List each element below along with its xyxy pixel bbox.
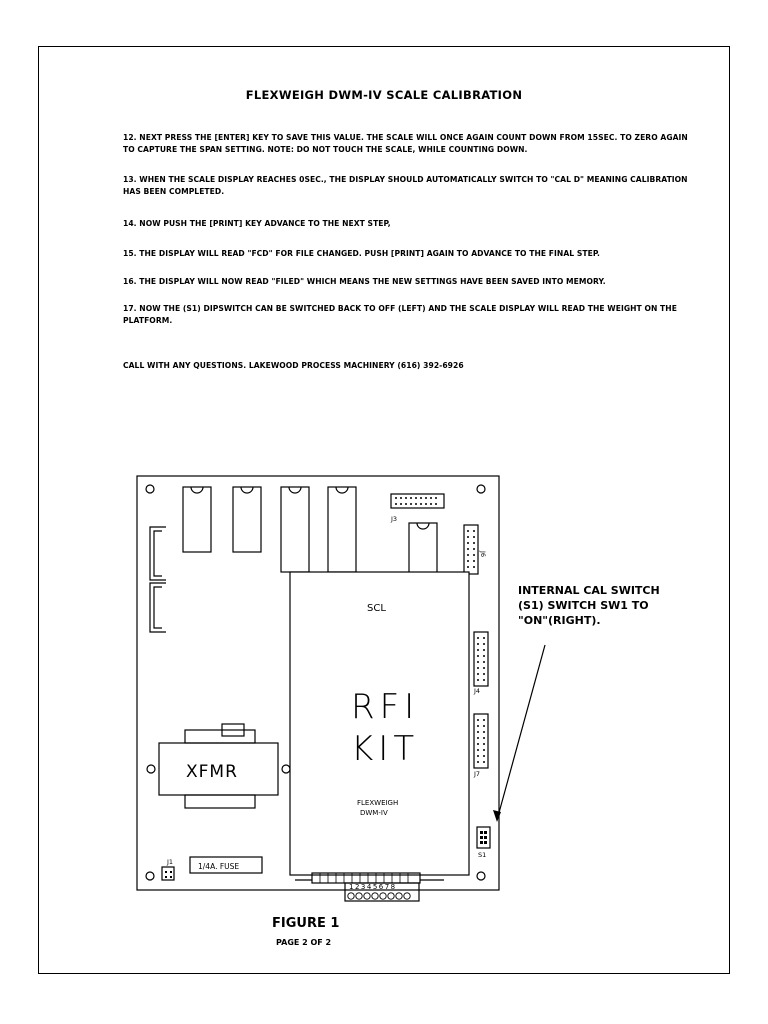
header-j4 (474, 632, 488, 686)
mount-hole (146, 872, 154, 880)
label-scl: SCL (367, 603, 386, 614)
page-number: PAGE 2 OF 2 (276, 938, 332, 947)
label-j1: J1 (167, 858, 174, 866)
label-xfmr: XFMR (186, 762, 238, 782)
label-j4: J4 (474, 687, 481, 695)
ic-chip (233, 487, 261, 552)
label-fuse: 1/4A. FUSE (198, 862, 240, 871)
ic-chip (183, 487, 211, 552)
mount-hole (477, 872, 485, 880)
callout-line-3: "ON"(RIGHT). (518, 614, 601, 627)
bracket (150, 527, 166, 580)
label-j3: J3 (391, 515, 398, 523)
header-j7 (474, 714, 488, 768)
step-16: 16. THE DISPLAY WILL NOW READ "FILED" WHICH MEANS THE NEW SETTINGS HAVE BEEN SAVED INTO MEMORY. (123, 277, 606, 286)
step-13: 13. WHEN THE SCALE DISPLAY REACHES 0SEC., THE DISPLAY SHOULD AUTOMATICALLY SWITCH TO "CAL D" MEANING CALIBRATION HAS BEEN COMPLETED. (123, 175, 688, 196)
bracket (150, 583, 166, 632)
label-flexweigh: FLEXWEIGH (357, 799, 399, 807)
label-s1: S1 (478, 851, 487, 859)
step-17: 17. NOW THE (S1) DIPSWITCH CAN BE SWITCHED BACK TO OFF (LEFT) AND THE SCALE DISPLAY WILL READ THE WEIGHT ON THE PLATFORM. (123, 304, 677, 325)
dipswitch-s1 (477, 827, 490, 848)
label-j6: J6 (479, 551, 487, 558)
header-j6 (464, 525, 478, 574)
figure-caption: FIGURE 1 (272, 916, 340, 931)
mount-hole (477, 485, 485, 493)
jumper-j1 (162, 867, 174, 880)
callout-line-1: INTERNAL CAL SWITCH (518, 584, 660, 597)
step-14: 14. NOW PUSH THE [PRINT] KEY ADVANCE TO THE NEXT STEP, (123, 219, 391, 228)
header-j3 (391, 494, 444, 508)
label-model: DWM-IV (360, 809, 388, 817)
callout-note (518, 583, 718, 628)
callout-line-2: (S1) SWITCH SW1 TO (518, 599, 649, 612)
document-title: FLEXWEIGH DWM-IV SCALE CALIBRATION (245, 88, 523, 102)
label-pins: 12345678 (349, 883, 397, 891)
step-12: 12. NEXT PRESS THE [ENTER] KEY TO SAVE THIS VALUE. THE SCALE WILL ONCE AGAIN COUNT DOWN FROM 15SEC. TO ZERO AGAIN TO CAPTURE THE SPAN SETTING. NOTE: DO NOT TOUCH THE SCALE, WHILE COUNTING DOWN. (123, 133, 688, 154)
ic-chip (328, 487, 356, 572)
label-kit: KIT (351, 729, 420, 769)
label-rfi: RFI (351, 687, 420, 727)
step-15: 15. THE DISPLAY WILL READ "FCD" FOR FILE CHANGED. PUSH [PRINT] AGAIN TO ADVANCE TO THE FINAL STEP. (123, 249, 600, 258)
callout-arrow (497, 645, 545, 820)
label-j7: J7 (474, 770, 481, 778)
mount-hole (146, 485, 154, 493)
ic-chip (409, 523, 437, 575)
ic-chip (281, 487, 309, 572)
contact-line: CALL WITH ANY QUESTIONS. LAKEWOOD PROCESS MACHINERY (616) 392-6926 (123, 361, 464, 370)
